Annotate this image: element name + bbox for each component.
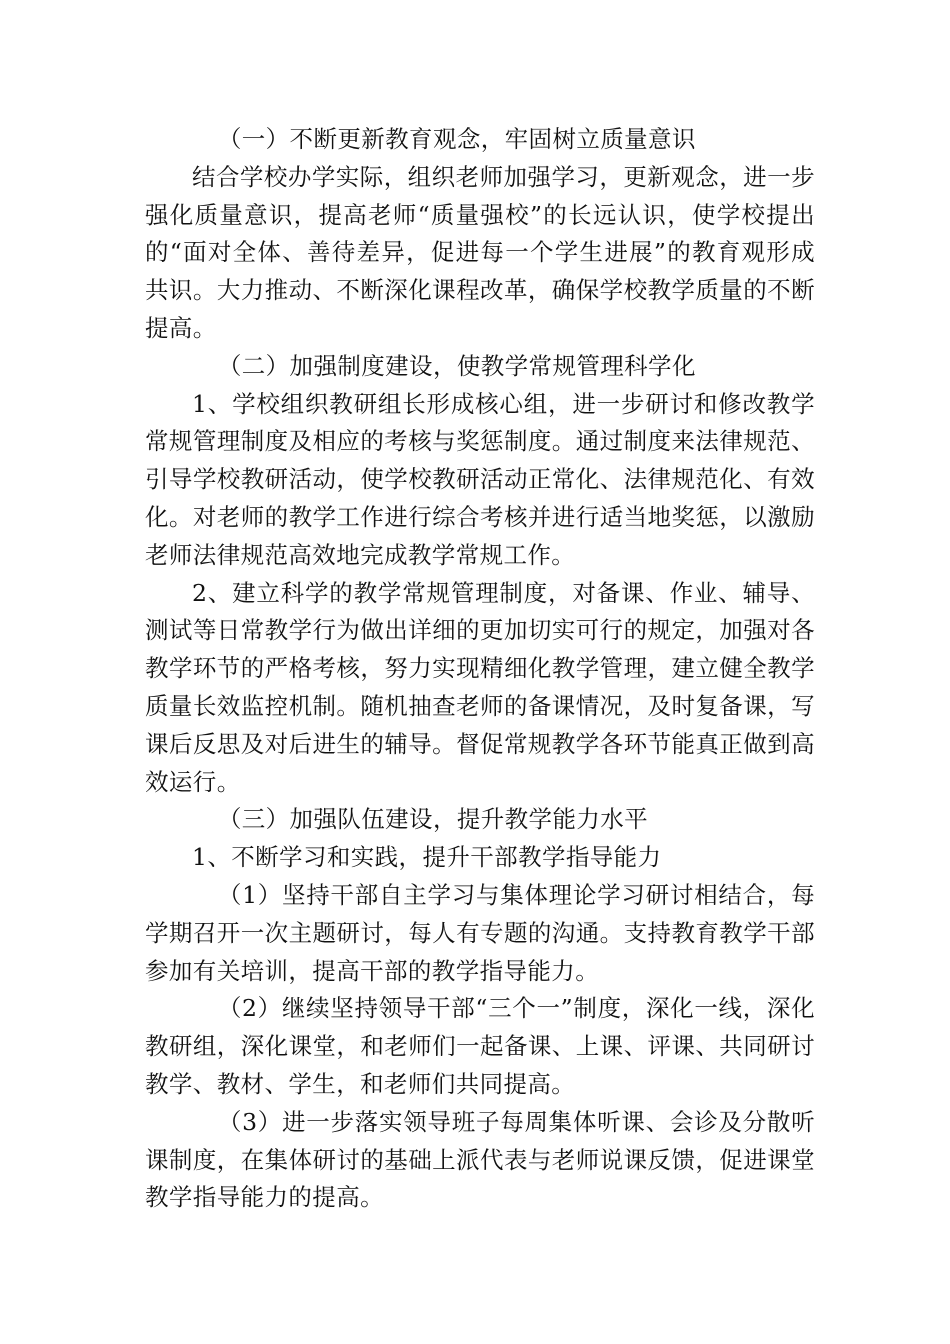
document-page (145, 121, 815, 1217)
section-heading-3: （三）加强队伍建设，提升教学能力水平 (217, 805, 649, 834)
sub-item-paragraph: （3）进一步落实领导班子每周集体听课、会诊及分散听课制度，在集体研讨的基础上派代表与老师说课反馈，促进课堂教学指导能力的提高。 (145, 1107, 815, 1212)
subsection-heading: 1、不断学习和实践，提升干部教学指导能力 (192, 843, 662, 872)
body-paragraph: 结合学校办学实际，组织老师加强学习，更新观念，进一步强化质量意识，提高老师“质量强校”的长远认识，使学校提出的“面对全体、善待差异，促进每一个学生进展”的教育观形成共识。大力推动、不断深化课程改革，确保学校教学质量的不断提高。 (145, 162, 815, 342)
sub-item-paragraph: （1）坚持干部自主学习与集体理论学习研讨相结合，每学期召开一次主题研讨，每人有专题的沟通。支持教育教学干部参加有关培训，提高干部的教学指导能力。 (145, 880, 815, 985)
body-paragraph: 2、建立科学的教学常规管理制度，对备课、作业、辅导、测试等日常教学行为做出详细的更加切实可行的规定，加强对各教学环节的严格考核，努力实现精细化教学管理，建立健全教学质量长效监控机制。随机抽查老师的备课情况，及时复备课，写课后反思及对后进生的辅导。督促常规教学各环节能真正做到高效运行。 (145, 578, 815, 796)
sub-item-paragraph: （2）继续坚持领导干部“三个一”制度，深化一线，深化教研组，深化课堂，和老师们一起备课、上课、评课、共同研讨教学、教材、学生，和老师们共同提高。 (145, 994, 815, 1098)
section-heading-1: （一）不断更新教育观念，牢固树立质量意识 (217, 125, 696, 153)
body-paragraph: 1、学校组织教研组长形成核心组，进一步研讨和修改教学常规管理制度及相应的考核与奖惩制度。通过制度来法律规范、引导学校教研活动，使学校教研活动正常化、法律规范化、有效化。对老师的教学工作进行综合考核并进行适当地奖惩，以激励老师法律规范高效地完成教学常规工作。 (145, 389, 815, 569)
section-heading-2: （二）加强制度建设，使教学常规管理科学化 (217, 351, 696, 380)
